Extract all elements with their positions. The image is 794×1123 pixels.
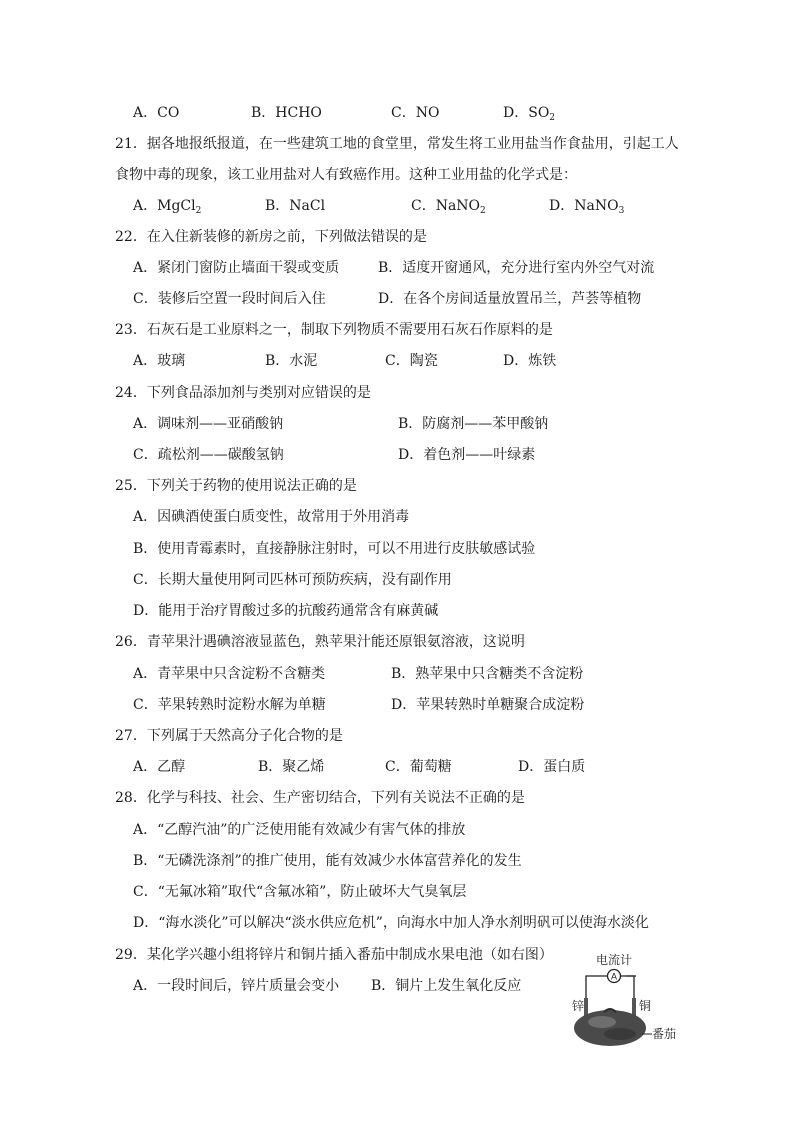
q21-stem-line1: 21．据各地报纸报道，在一些建筑工地的食堂里，常发生将工业用盐当作食盐用，引起工人 [115,136,679,152]
q20-option-b[interactable]: B．HCHO [251,105,322,121]
q25-option-b[interactable]: B．使用青霉素时，直接静脉注射时，可以不用进行皮肤敏感试验 [133,541,536,557]
copper-label: 铜 [639,999,652,1013]
q27-stem: 27．下列属于天然高分子化合物的是 [115,728,343,744]
q25-option-d[interactable]: D．能用于治疗胃酸过多的抗酸药通常含有麻黄碱 [133,603,439,619]
q21-option-b[interactable]: B．NaCl [265,198,326,214]
q23-option-a[interactable]: A．玻璃 [133,353,186,369]
tomato-label: 番茄 [652,1027,677,1041]
q24-stem: 24．下列食品添加剂与类别对应错误的是 [115,385,371,401]
q26-stem: 26．青苹果汁遇碘溶液显蓝色，熟苹果汁能还原银氨溶液，这说明 [115,634,525,650]
q22-stem: 22．在入住新装修的新房之前，下列做法错误的是 [115,229,427,245]
meter-label: 电流计 [596,953,633,967]
q27-option-d[interactable]: D．蛋白质 [518,759,586,775]
q24-option-c[interactable]: C．疏松剂——碳酸氢钠 [133,447,284,463]
q28-option-c[interactable]: C．“无氟冰箱”取代“含氟冰箱”，防止破坏大气臭氧层 [133,884,467,900]
q22-option-c[interactable]: C．装修后空置一段时间后入住 [133,291,326,307]
q27-option-c[interactable]: C．葡萄糖 [385,759,452,775]
q21-option-c[interactable]: C．NaNO$_2$ [411,198,486,216]
q22-option-b[interactable]: B．适度开窗通风，充分进行室内外空气对流 [378,260,655,276]
q27-option-b[interactable]: B．聚乙烯 [258,759,325,775]
tomato-icon [574,1010,646,1046]
fruit-battery-figure [572,952,682,1052]
q26-option-b[interactable]: B．熟苹果中只含糖类不含淀粉 [391,666,584,682]
q20-option-a[interactable]: A．CO [133,105,180,121]
q23-stem: 23．石灰石是工业原料之一，制取下列物质不需要用石灰石作原料的是 [115,322,553,338]
q28-option-a[interactable]: A．“乙醇汽油”的广泛使用能有效减少有害气体的排放 [133,822,466,838]
q20-option-c[interactable]: C．NO [391,105,440,121]
q23-option-c[interactable]: C．陶瓷 [385,353,438,369]
q24-option-a[interactable]: A．调味剂——亚硝酸钠 [133,416,284,432]
q28-option-d[interactable]: D．“海水淡化”可以解决“淡水供应危机”，向海水中加人净水剂明矾可以使海水淡化 [133,915,649,931]
q28-option-b[interactable]: B．“无磷洗涤剂”的推广使用，能有效减少水体富营养化的发生 [133,853,522,869]
q22-option-d[interactable]: D．在各个房间适量放置吊兰，芦荟等植物 [378,291,642,307]
q22-option-a[interactable]: A．紧闭门窗防止墙面干裂或变质 [133,260,340,276]
q25-option-c[interactable]: C．长期大量使用阿司匹林可预防疾病，没有副作用 [133,572,452,588]
q29-option-a[interactable]: A．一段时间后，锌片质量会变小 [133,978,340,994]
q26-option-c[interactable]: C．苹果转熟时淀粉水解为单糖 [133,697,326,713]
q29-option-b[interactable]: B．铜片上发生氧化反应 [371,978,522,994]
q28-stem: 28．化学与科技、社会、生产密切结合，下列有关说法不正确的是 [115,790,525,806]
q25-option-a[interactable]: A．因碘酒使蛋白质变性，故常用于外用消毒 [133,509,410,525]
zinc-label: 锌 [572,999,585,1013]
q21-stem-line2: 食物中毒的现象，该工业用盐对人有致癌作用。这种工业用盐的化学式是： [115,167,577,183]
wire-right [620,976,634,1000]
q25-stem: 25．下列关于药物的使用说法正确的是 [115,478,357,494]
q29-stem: 29．某化学兴趣小组将锌片和铜片插入番茄中制成水果电池（如右图） [115,947,553,963]
fruit-battery-diagram [572,952,682,1052]
q21-option-a[interactable]: A．MgCl$_2$ [133,198,202,216]
q24-option-d[interactable]: D．着色剂——叶绿素 [398,447,536,463]
q26-option-d[interactable]: D．苹果转熟时单糖聚合成淀粉 [391,697,585,713]
q26-option-a[interactable]: A．青苹果中只含淀粉不含糖类 [133,666,326,682]
q24-option-b[interactable]: B．防腐剂——苯甲酸钠 [398,416,549,432]
q21-option-d[interactable]: D．NaNO$_3$ [549,198,625,216]
q23-option-d[interactable]: D．炼铁 [503,353,557,369]
wire-left [586,976,608,1000]
q23-option-b[interactable]: B．水泥 [265,353,318,369]
q20-option-d[interactable]: D．$SO_2$ [503,105,556,123]
ammeter-symbol: A [610,971,618,982]
q27-option-a[interactable]: A．乙醇 [133,759,186,775]
